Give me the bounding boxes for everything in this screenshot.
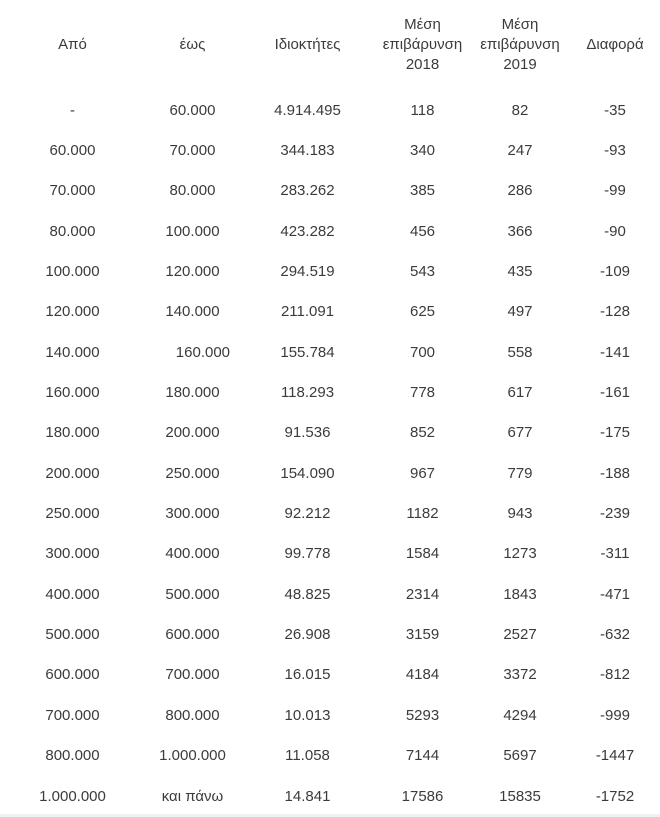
table-cell: -188	[599, 464, 631, 482]
table-row	[0, 413, 660, 453]
table-cell: 3372	[503, 666, 537, 684]
table-cell: 99.778	[284, 545, 331, 563]
table-cell: 154.090	[280, 464, 335, 482]
table-cell: 14.841	[284, 787, 331, 805]
table-cell: 82	[511, 101, 529, 119]
table-cell: 779	[507, 464, 533, 482]
table-cell: 497	[507, 303, 533, 321]
table-cell: -141	[599, 343, 631, 361]
table-cell: 456	[409, 222, 436, 240]
column-header-diafora: Διαφορά	[586, 35, 644, 53]
column-header-mesi-epivarynsi-2019: Μέση επιβάρυνση 2019	[480, 15, 560, 74]
table-cell: 5293	[405, 706, 440, 724]
table-cell: 500.000	[45, 626, 100, 644]
table-cell: 400.000	[45, 585, 100, 603]
table-row	[0, 493, 660, 533]
table-cell: 852	[409, 424, 436, 442]
table-row	[0, 211, 660, 251]
table-cell: 5697	[503, 747, 537, 765]
table-cell: 2314	[405, 585, 440, 603]
table-row	[0, 453, 660, 493]
table-row	[0, 372, 660, 412]
table-cell: -93	[604, 142, 626, 160]
table-cell: 423.282	[280, 222, 335, 240]
table-cell: 211.091	[280, 303, 335, 321]
table-cell: 250.000	[45, 505, 100, 523]
table-cell: 294.519	[280, 263, 335, 281]
table-cell: 600.000	[45, 666, 100, 684]
table-cell: 435	[507, 263, 533, 281]
table-cell: -1752	[595, 787, 635, 805]
table-cell: -90	[604, 222, 626, 240]
table-cell: -128	[599, 303, 631, 321]
table-cell: 247	[507, 142, 533, 160]
table-cell: 385	[409, 182, 436, 200]
table-cell: 140.000	[45, 343, 100, 361]
table-cell: 500.000	[165, 585, 220, 603]
table-cell: 1.000.000	[159, 747, 226, 765]
table-cell: 1273	[503, 545, 537, 563]
table-cell: 800.000	[165, 706, 220, 724]
table-cell: 60.000	[169, 101, 216, 119]
table-cell: 16.015	[284, 666, 331, 684]
table-cell: -161	[599, 384, 631, 402]
table-cell: -1447	[595, 747, 635, 765]
table-cell: 677	[507, 424, 533, 442]
table-cell: -175	[599, 424, 631, 442]
table-cell: -632	[599, 626, 631, 644]
table-cell: 340	[409, 142, 436, 160]
table-cell: 1584	[405, 545, 440, 563]
table-row	[0, 614, 660, 654]
table-cell: 48.825	[284, 585, 331, 603]
column-header-eos: έως	[179, 35, 206, 53]
table-cell: και πάνω	[161, 787, 224, 805]
table-cell: 366	[507, 222, 533, 240]
table-cell: 4184	[405, 666, 440, 684]
table-cell: 180.000	[165, 384, 220, 402]
table-cell: 60.000	[49, 142, 96, 160]
table-cell: 300.000	[45, 545, 100, 563]
column-header-idioktites: Ιδιοκτήτες	[274, 35, 341, 53]
table-header	[0, 0, 660, 90]
table-cell: 300.000	[165, 505, 220, 523]
table-row	[0, 655, 660, 695]
table-cell: 617	[507, 384, 533, 402]
table-cell: 17586	[401, 787, 444, 805]
table-cell: 70.000	[49, 182, 96, 200]
table-cell: -812	[599, 666, 631, 684]
table-cell: 400.000	[165, 545, 220, 563]
table-cell: 118	[410, 101, 435, 119]
table-row	[0, 90, 660, 130]
table-cell: 200.000	[165, 424, 220, 442]
table-cell: 967	[409, 464, 436, 482]
table-cell: 180.000	[45, 424, 100, 442]
table-row	[0, 171, 660, 211]
table-cell: 92.212	[284, 505, 331, 523]
table-body	[0, 90, 660, 816]
table-cell: 120.000	[45, 303, 100, 321]
table-cell: 80.000	[169, 182, 216, 200]
table-cell: 200.000	[45, 464, 100, 482]
table-row	[0, 130, 660, 170]
table-cell: 700	[409, 343, 436, 361]
table-cell: 600.000	[165, 626, 220, 644]
table-cell: 800.000	[45, 747, 100, 765]
table-cell: 283.262	[280, 182, 335, 200]
table-cell: 700.000	[45, 706, 100, 724]
table-cell: 91.536	[284, 424, 331, 442]
table-cell: 943	[507, 505, 533, 523]
table-cell: -311	[600, 545, 630, 563]
table-cell: 344.183	[280, 142, 335, 160]
table-cell: 286	[507, 182, 533, 200]
table-cell: 1843	[503, 585, 537, 603]
table-cell: -999	[599, 706, 631, 724]
table-row	[0, 776, 660, 816]
table-row	[0, 736, 660, 776]
table-cell: 15835	[499, 787, 541, 805]
table-cell: -109	[599, 263, 631, 281]
table-row	[0, 292, 660, 332]
table-cell: 160.000	[45, 384, 100, 402]
table-cell: 160.000	[154, 343, 231, 361]
table-cell: 100.000	[45, 263, 100, 281]
table-row	[0, 251, 660, 291]
table-row	[0, 695, 660, 735]
table-cell: 3159	[405, 626, 440, 644]
table-cell: -	[70, 101, 75, 119]
table-cell: 140.000	[165, 303, 220, 321]
table-cell: -35	[604, 101, 626, 119]
table-cell: 1.000.000	[39, 787, 106, 805]
table-cell: 558	[507, 343, 533, 361]
table-cell: 11.058	[285, 747, 330, 765]
table-cell: 120.000	[165, 263, 220, 281]
table-cell: 100.000	[165, 222, 220, 240]
table-cell: 4.914.495	[274, 101, 341, 119]
column-header-mesi-epivarynsi-2018: Μέση επιβάρυνση 2018	[382, 15, 463, 74]
table-cell: 700.000	[165, 666, 220, 684]
table-cell: 625	[409, 303, 436, 321]
table-cell: 250.000	[165, 464, 220, 482]
table-cell: 10.013	[284, 706, 331, 724]
table-cell: 80.000	[49, 222, 96, 240]
header-row	[0, 0, 660, 90]
table-cell: 26.908	[284, 626, 331, 644]
table-cell: 1182	[406, 505, 439, 523]
table-cell: -471	[599, 585, 631, 603]
table-row	[0, 574, 660, 614]
table-cell: 70.000	[169, 142, 216, 160]
table-row	[0, 534, 660, 574]
table-cell: -99	[604, 182, 626, 200]
table-cell: 543	[409, 263, 436, 281]
table-cell: 2527	[503, 626, 537, 644]
table-cell: 155.784	[280, 343, 335, 361]
table-cell: 118.293	[280, 384, 335, 402]
table-row	[0, 332, 660, 372]
table-cell: -239	[599, 505, 631, 523]
table-cell: 4294	[503, 706, 537, 724]
table-cell: 778	[409, 384, 436, 402]
table-cell: 7144	[405, 747, 440, 765]
column-header-apo: Από	[58, 35, 87, 53]
